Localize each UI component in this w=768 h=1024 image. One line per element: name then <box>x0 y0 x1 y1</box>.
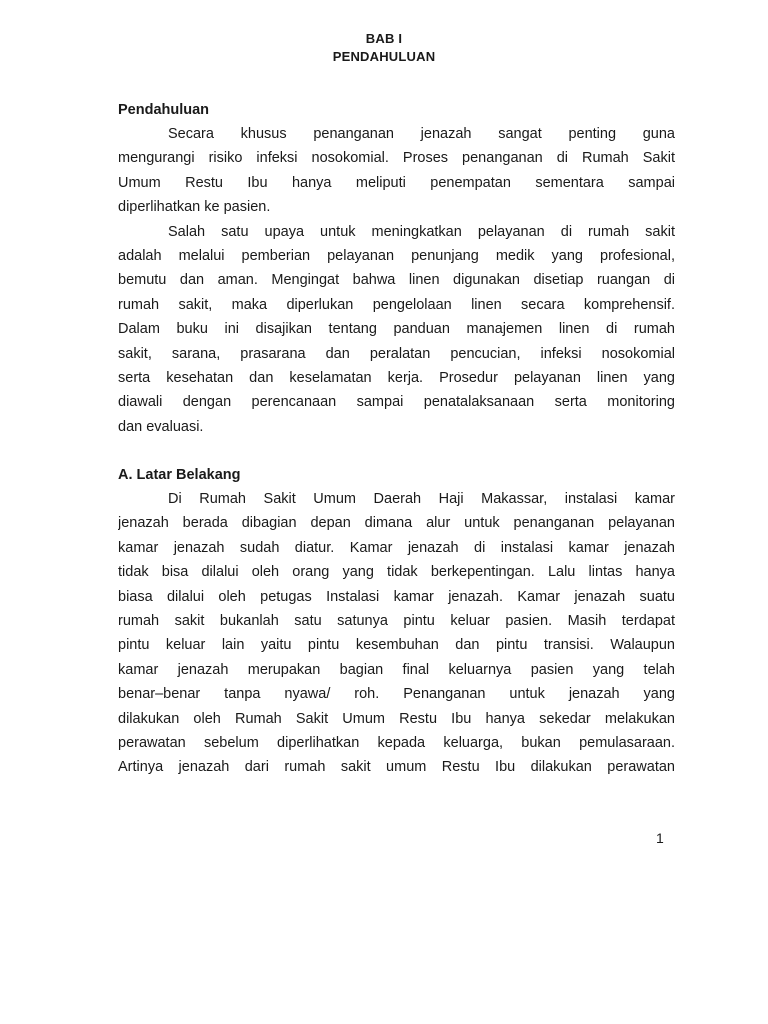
paragraph-line: serta kesehatan dan keselamatan kerja. Prosedur pelayanan linen yang <box>118 369 675 386</box>
paragraph-line: Secara khusus penanganan jenazah sangat penting guna <box>168 126 675 142</box>
section-a-heading: A. Latar Belakang <box>118 467 241 484</box>
paragraph-line: diawali dengan perencanaan sampai penatalaksanaan serta monitoring <box>118 394 675 411</box>
paragraph-line: Di Rumah Sakit Umum Daerah Haji Makassar, instalasi kamar <box>168 491 675 508</box>
paragraph-line: Dalam buku ini disajikan tentang panduan manajemen linen di rumah <box>118 321 675 338</box>
chapter-heading <box>0 30 768 66</box>
paragraph-line: Umum Restu Ibu hanya meliputi penempatan sementara sampai <box>118 174 675 191</box>
paragraph-line: Salah satu upaya untuk meningkatkan pelayanan di rumah sakit <box>168 223 675 240</box>
section-spacer <box>118 439 675 463</box>
paragraph-line: pintu keluar lain yaitu pintu kesembuhan dan pintu transisi. Walaupun <box>118 637 675 654</box>
paragraph-line: mengurangi risiko infeksi nosokomial. Proses penanganan di Rumah Sakit <box>118 150 675 167</box>
paragraph-line: kamar jenazah sudah diatur. Kamar jenazah di instalasi kamar jenazah <box>118 539 675 556</box>
paragraph-line: diperlihatkan ke pasien. <box>118 199 271 216</box>
paragraph-line: rumah sakit, maka diperlukan pengelolaan linen secara komprehensif. <box>118 296 675 313</box>
page-number: 1 <box>656 830 664 846</box>
paragraph-line: rumah sakit bukanlah satu satunya pintu keluar pasien. Masih terdapat <box>118 613 675 630</box>
paragraph-line: perawatan sebelum diperlihatkan kepada keluarga, bukan pemulasaraan. <box>118 734 675 751</box>
intro-heading: Pendahuluan <box>118 102 210 118</box>
paragraph-line: jenazah berada dibagian depan dimana alur untuk penanganan pelayanan <box>118 515 675 532</box>
paragraph-line: adalah melalui pemberian pelayanan penunjang medik yang profesional, <box>118 247 675 264</box>
paragraph-line: kamar jenazah merupakan bagian final keluarnya pasien yang telah <box>118 661 675 678</box>
paragraph-line: biasa dilalui oleh petugas Instalasi kamar jenazah. Kamar jenazah suatu <box>118 588 675 605</box>
paragraph-line: dan evaluasi. <box>118 418 204 435</box>
paragraph-line: tidak bisa dilalui oleh orang yang tidak berkepentingan. Lalu lintas hanya <box>118 564 675 581</box>
chapter-number: BAB I <box>365 31 403 46</box>
section-a-paragraphs <box>118 487 675 780</box>
chapter-title: PENDAHULUAN <box>332 49 436 64</box>
paragraph-line: benar–benar tanpa nyawa/ roh. Penanganan untuk jenazah yang <box>118 686 675 703</box>
paragraph-line: Artinya jenazah dari rumah sakit umum Restu Ibu dilakukan perawatan <box>118 759 675 776</box>
paragraph-line: sakit, sarana, prasarana dan peralatan pencucian, infeksi nosokomial <box>118 345 675 362</box>
paragraph-line: dilakukan oleh Rumah Sakit Umum Restu Ibu hanya sekedar melakukan <box>118 710 675 727</box>
paragraph-line: bemutu dan aman. Mengingat bahwa linen digunakan disetiap ruangan di <box>118 272 675 289</box>
document-body <box>118 98 675 780</box>
intro-paragraphs <box>118 122 675 439</box>
